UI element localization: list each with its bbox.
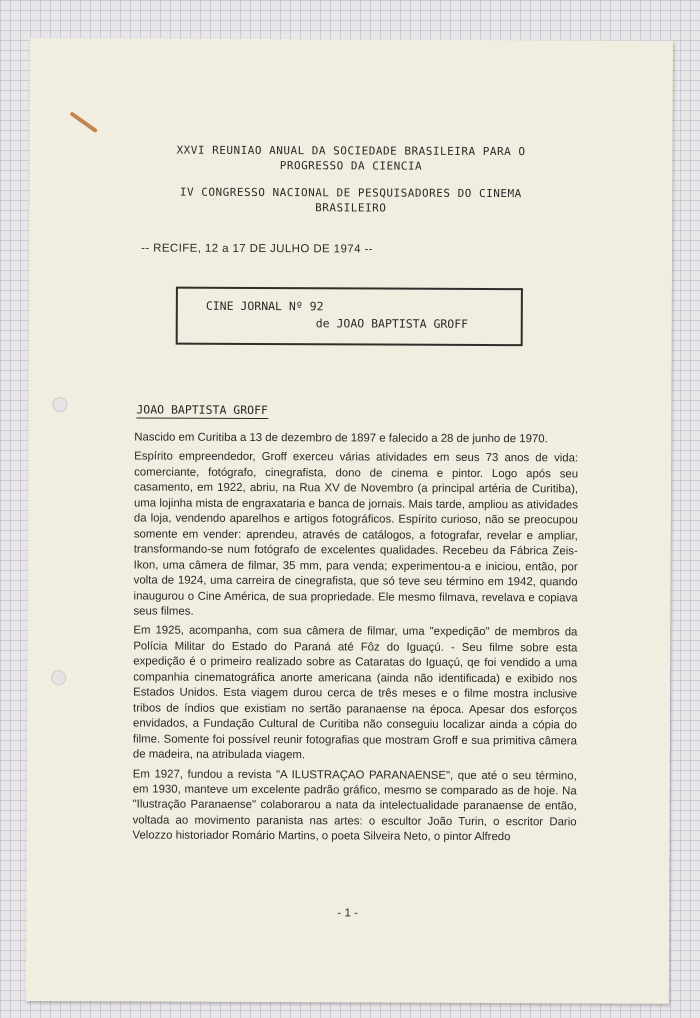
rust-stain [69, 111, 97, 133]
body-text [132, 430, 578, 850]
title-box-line-1: CINE JORNAL Nº 92 [205, 298, 324, 314]
punch-hole-top [52, 397, 67, 412]
event-date: -- RECIFE, 12 a 17 DE JULHO DE 1974 -- [141, 242, 373, 256]
punch-hole-bottom [51, 670, 66, 685]
header-line-1: XXVI REUNIAO ANUAL DA SOCIEDADE BRASILEIRA PARA O [176, 143, 526, 159]
page-number: - 1 - [337, 907, 358, 920]
paragraph-4: Em 1927, fundou a revista "A ILUSTRAÇAO PARANAENSE", que até o seu término, em 1930, manteve um excelente padrão gráfico, mesmo se comparado as de hoje. Na "Ilustração Paranaense" colaborarou a nata da intelectualidade paranaense de então, voltada ao movimento paranista nas artes: o escultor João Turin, o escritor Dario Velozzo historiador Romário Martins, o poeta Silveira Neto, o pintor Alfredo [132, 767, 577, 844]
title-box-line-2: de JOAO BAPTISTA GROFF [315, 316, 469, 331]
paragraph-2: Espírito empreendedor, Groff exerceu várias atividades em seus 73 anos de vida: comerciante, fotógrafo, cinegrafista, dono de cinema e pintor. Logo após seu casamento, em 1922, abriu, na Rua XV de Novembro (a principal artéria de Curitiba), uma lojinha mista de engraxataria e banca de jornais. Mais tarde, ampliou as atividades da loja, vendendo aparelhos e artigos fotográficos. Espírito curioso, não se preocupou somente em vender: aprendeu, através de catálogos, a fotografar, revelar e ampliar, transformando-se num fotógrafo de excelentes qualidades. Recebeu da Fábrica Zeis-Ikon, uma câmera de filmar, 35 mm, para venda; experimentou-a e iniciou, então, por volta de 1924, uma carreira de cinegrafista, que só teve seu término em 1942, quando inaugurou o Cine América, de sua propriedade. Ele mesmo filmava, revelava e copiava seus filmes. [133, 450, 579, 618]
header-line-3: IV CONGRESSO NACIONAL DE PESQUISADORES DO CINEMA [179, 185, 522, 201]
paragraph-1: Nascido em Curitiba a 13 de dezembro de 1897 e falecido a 28 de junho de 1970. [134, 431, 548, 446]
document-page [26, 38, 673, 1004]
section-title: JOAO BAPTISTA GROFF [136, 402, 268, 418]
paragraph-3: Em 1925, acompanha, com sua câmera de filmar, uma "expedição" de membros da Polícia Militar do Estado do Paraná até Fôz do Iguaçú. - Seu filme sobre esta expedição é o primeiro realizado sobre as Cataratas do Iguaçú, qe foi vendido a uma companhia cinematográfica anorte americana (ainda não identificada) e exibido nos Estados Unidos. Esta viagem durou cerca de três meses e o filme mostra inclusive tribos de índios que existiam no sertão paranaense na época. Apesar dos esforços envidados, a Fundação Cultural de Curitiba não conseguiu localizar ainda a cópia do filme. Somente foi possível reunir fotografias que mostram Groff e sua primitiva câmera de madeira, na atribulada viagem. [132, 624, 578, 762]
header-line-4: BRASILEIRO [315, 201, 387, 215]
header-line-2: PROGRESSO DA CIENCIA [279, 159, 423, 173]
title-box [176, 287, 523, 347]
